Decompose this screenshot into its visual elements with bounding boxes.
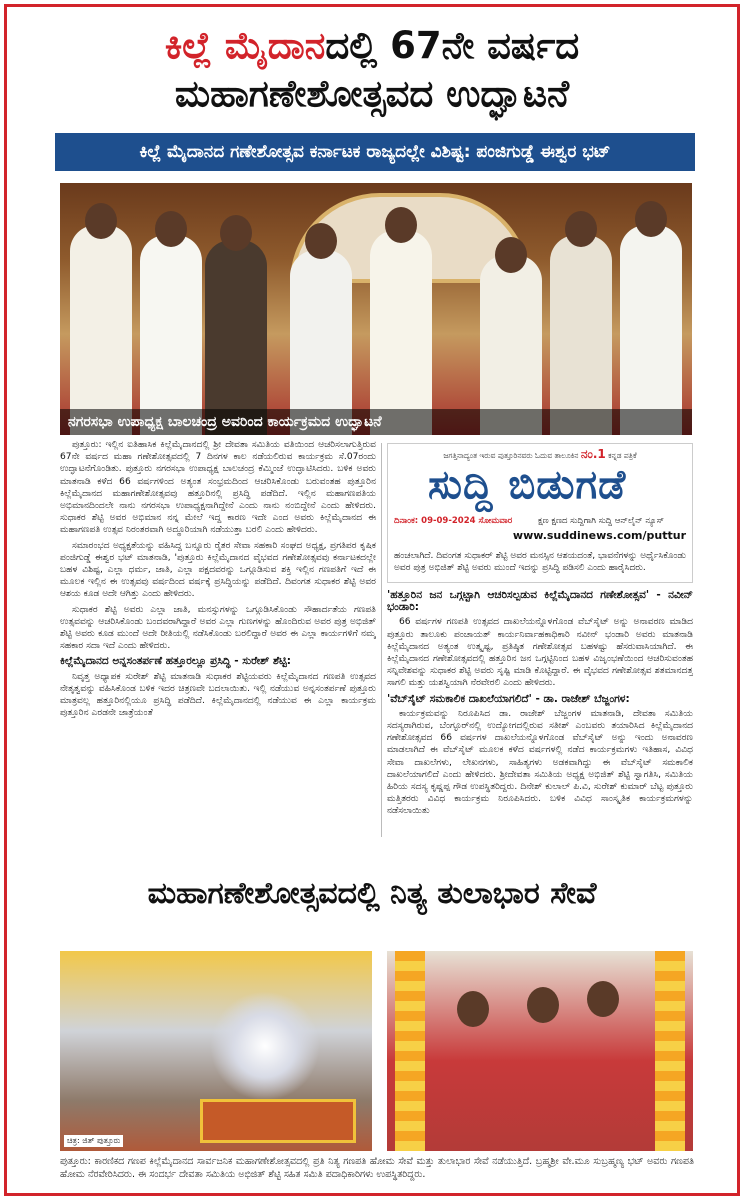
person-head: [527, 987, 559, 1023]
person-head: [155, 211, 187, 247]
masthead-foot-text: ಹಂಚಲಾಗಿದೆ. ದಿವಂಗತ ಸುಧಾಕರ್ ಶೆಟ್ಟಿ ಅವರ ಮನಸ್ಸಿನ ಆಶಯದಂತೆ, ಭಾವನೆಗಳನ್ನು ಅರ್ಥೈಸಿಕೊಂಡು ಅವರ ಪುತ್ರ ಅಭಿಜಿತ್ ಶೆಟ್ಟಿ ಅವರು ಮುಂದೆ ಇದನ್ನು ಪ್ರಸಿದ್ಧಿ ಪಡಿಸಲಿ ಎಂದು ಹಾರೈಸಿದರು.: [394, 551, 686, 573]
tulabhara-photo: [387, 951, 693, 1151]
person-head: [495, 237, 527, 273]
masthead-url: www.suddinews.com/puttur: [512, 529, 686, 542]
article-paragraph: 66 ವರ್ಷಗಳ ಗಣಪತಿ ಉತ್ಸವದ ದಾಖಲೆಯನ್ನೊಳಗೊಂಡ ವೆಬ್‌ಸೈಟ್ ಅನ್ನು ಅನಾವರಣ ಮಾಡಿದ ಪುತ್ತೂರು ತಾಲೂಕು ಪಂಚಾಯತ್ ಕಾರ್ಯನಿರ್ವಾಹಕಾಧಿಕಾರಿ ನವೀನ್ ಭಂಡಾರಿ ಅವರು ಮಾತನಾಡಿ ಕಿಲ್ಲೆಮೈದಾನದ ಅತ್ಯಂತ ಉತ್ಕೃಷ್ಟ, ಪ್ರತಿಷ್ಠಿತ ಗಣೇಶೋತ್ಸವ ಬಹಳಷ್ಟು ಹೆಸರುವಾಸಿಯಾಗಿದೆ. ಈ ಕಿಲ್ಲೆಮೈದಾನದ ಗಣೇಶೋತ್ಸವದಲ್ಲಿ ಹತ್ತೂರಿನ ಜನ ಒಗ್ಗಟ್ಟಿನಿಂದ ಬಹಳ ವಿಜೃಂಭಣೆಯಿಂದ ಆಚರಿಸುವಂತಹ ಸನ್ನಿವೇಶವನ್ನು ಸುಧಾಕರ ಶೆಟ್ಟಿ ಅವರು ಸೃಷ್ಟಿ ಮಾಡಿ ಕೊಟ್ಟಿದ್ದಾರೆ. ಈ ವೈಭವದ ಗಣೇಶೋತ್ಸವ ಶತಮಾನದತ್ತ ಸಾಗಲಿ ಮತ್ತು ಯಶಸ್ವಿಯಾಗಿ ನೆರವೇರಲಿ ಎಂದು ಹೇಳಿದರು.: [387, 617, 693, 689]
article-right-column: [387, 589, 693, 837]
person-head: [635, 201, 667, 237]
flower-garland: [655, 951, 685, 1151]
column-divider: [381, 443, 382, 837]
smoke-cloud: [210, 991, 320, 1101]
homa-kunda: [200, 1099, 356, 1143]
article-subheading: ಕಿಲ್ಲೆಮೈದಾನದ ಅನ್ನಸಂತರ್ಪಣೆ ಹತ್ತೂರಲ್ಲೂ ಪ್ರಸಿದ್ಧಿ - ಸುರೇಶ್ ಶೆಟ್ಟಿ:: [60, 655, 291, 668]
headline-highlight: ಕಿಲ್ಲೆ ಮೈದಾನ: [164, 24, 326, 67]
person-head: [220, 215, 252, 251]
newspaper-page: [4, 4, 740, 1196]
article-paragraph: ನಿವೃತ್ತ ಅಧ್ಯಾಪಕ ಸುರೇಶ್ ಶೆಟ್ಟಿ ಮಾತನಾಡಿ ಸುಧಾಕರ ಶೆಟ್ಟಿಯವರು ಕಿಲ್ಲೆಮೈದಾನದ ಗಣಪತಿ ಉತ್ಸವದ ನೇತೃತ್ವವನ್ನು ವಹಿಸಿಕೊಂಡ ಬಳಿಕ ಇದರ ಚಿತ್ರಣವೇ ಬದಲಾಯಿತು. ಇಲ್ಲಿ ನಡೆಯುವ ಅನ್ನಸಂತರ್ಪಣೆ ಪುತ್ತೂರು ಮಾತ್ರವಲ್ಲ ಹತ್ತೂರಿನಲ್ಲಿಯೂ ಪ್ರಸಿದ್ಧಿ ಪಡೆದಿದೆ. ಕಿಲ್ಲೆಮೈದಾನದಲ್ಲಿ ನಡೆಯುವ ಈ ಎಲ್ಲಾ ಕಾರ್ಯಕ್ರಮ ಪುತ್ತೂರಿನ ಎರಡನೇ ಜಾತ್ರೆಯಂತೆ: [60, 671, 376, 719]
masthead-date: ದಿನಾಂಕ: 09-09-2024 ಸೋಮವಾರ: [394, 516, 513, 526]
masthead-online-tagline: ಕ್ಷಣ ಕ್ಷಣದ ಸುದ್ದಿಗಾಗಿ ಸುದ್ದಿ ಆನ್‌ಲೈನ್ ನ್ಯೂಸ್: [538, 516, 664, 526]
bottom-photo-caption: ಪುತ್ತೂರು: ಕಾರಣಿಕದ ಗಣಪ ಕಿಲ್ಲೆಮೈದಾನದ ಸಾರ್ವಜನಿಕ ಮಹಾಗಣೇಶೋತ್ಸವದಲ್ಲಿ ಪ್ರತಿ ನಿತ್ಯ ಗಣಪತಿ ಹೋಮ ಸೇವೆ ಮತ್ತು ತುಲಾಭಾರ ಸೇವೆ ನಡೆಯುತ್ತಿದೆ. ಬ್ರಹ್ಮಶ್ರೀ ವೇ.ಮೂ ಸುಬ್ರಹ್ಮಣ್ಯ ಭಟ್ ಅವರು ಗಣಪತಿ ಹೋಮ ನೆರವೇರಿಸಿದರು. ಈ ಸಂದರ್ಭ ದೇವತಾ ಸಮಿತಿಯ ಅಭಿಜಿತ್ ಶೆಟ್ಟಿ ಸಹಿತ ಸಮಿತಿ ಪದಾಧಿಕಾರಿಗಳು ಉಪಸ್ಥಿತರಿದ್ದರು.: [60, 1156, 694, 1180]
person-figure: [70, 225, 132, 435]
photo-caption: ನಗರಸಭಾ ಉಪಾಧ್ಯಕ್ಷ ಬಾಲಚಂದ್ರ ಅವರಿಂದ ಕಾರ್ಯಕ್ರಮದ ಉದ್ಘಾಟನೆ: [60, 409, 692, 435]
masthead-box: [387, 443, 693, 583]
article-subheading: 'ವೆಬ್‌ಸೈಟ್ ಸಮಕಾಲಿಕ ದಾಖಲೆಯಾಗಲಿದೆ' - ಡಾ. ರಾಜೇಶ್ ಬೆಜ್ಜಂಗಳ:: [387, 692, 630, 705]
masthead-top-text2: ಕನ್ನಡ ಪತ್ರಿಕೆ: [608, 451, 637, 460]
masthead-top-text: ಜಗತ್ತಿನಾದ್ಯಂತ ಇರುವ ಪುತ್ತೂರಿನವರು ಓದುವ ತಾಲೂಕಿನ: [443, 451, 579, 460]
person-head: [305, 223, 337, 259]
person-head: [85, 203, 117, 239]
article-paragraph: ಕಾರ್ಯಕ್ರಮವನ್ನು ನಿರೂಪಿಸಿದ ಡಾ. ರಾಜೇಶ್ ಬೆಜ್ಜಂಗಳ ಮಾತನಾಡಿ, ದೇವತಾ ಸಮಿತಿಯ ಸದಸ್ಯರಾಗಿರುವ, ಬೆಂಗ್ಳೂರ್‌ನಲ್ಲಿ ಉದ್ಯೋಗದಲ್ಲಿರುವ ಸತೀಶ್ ಎಂಬವರು ತಯಾರಿಸಿದ ಕಿಲ್ಲೆಮೈದಾನದ ಗಣೇಶೋತ್ಸವದ 66 ವರ್ಷಗಳ ದಾಖಲೆಯನ್ನೊಳಗೊಂಡ ವೆಬ್‌ಸೈಟ್ ಅನ್ನು ಇಂದು ಅನಾವರಣ ಮಾಡಲಾಗಿದೆ ಈ ವೆಬ್‌ಸೈಟ್ ಮೂಲಕ ಕಳೆದ ವರ್ಷಗಳಲ್ಲಿ ನಡೆದ ಕಾರ್ಯಕ್ರಮಗಳು ಇತಿಹಾಸ, ವಿವಿಧ ಸೇವಾ ದಾಖಲೆಗಳು, ಲೇಖನಗಳು, ಸಾಹಿತ್ಯಗಳು ಅಡಕವಾಗಿದ್ದು ಈ ವೆಬ್‌ಸೈಟ್ ಸಮಕಾಲಿಕ ದಾಖಲೆಯಾಗಲಿದೆ ಎಂದು ಹೇಳಿದರು. ಶ್ರೀದೇವತಾ ಸಮಿತಿಯ ಅಧ್ಯಕ್ಷ ಅಭಿಜಿತ್ ಶೆಟ್ಟಿ ಸ್ವಾಗತಿಸಿ, ಸಮಿತಿಯ ಹಿರಿಯ ಸದಸ್ಯ ಕೃಷ್ಣಪ್ಪ ಗೌಡ ಉಪಸ್ಥಿತರಿದ್ದರು. ದಿನೇಶ್ ಕುಲಾಲ್ ಪಿ.ವಿ, ಸುರೇಶ್ ಕುಮಾರ್ ಬೆಟ್ಟ ಪುತ್ತೂರು ಮತ್ತಿತರರು ವಿವಿಧ ಕಾರ್ಯಕ್ರಮ ನಿರೂಪಿಸಿದರು. ಬಳಿಕ ವಿವಿಧ ಸಾಂಸ್ಕೃತಿಕ ಕಾರ್ಯಕ್ರಮಗಳನ್ನು ನಡೆಸಲಾಯಿತು: [387, 708, 693, 817]
article-paragraph: ಸಮಾರಂಭದ ಅಧ್ಯಕ್ಷತೆಯನ್ನು ವಹಿಸಿದ್ದ ಬನ್ನೂರು ರೈತರ ಸೇವಾ ಸಹಕಾರಿ ಸಂಘದ ಅಧ್ಯಕ್ಷ, ಪ್ರಗತಿಪರ ಕೃಷಿಕ ಪಂಜಿಗುಡ್ಡೆ ಈಶ್ವರ ಭಟ್ ಮಾತನಾಡಿ, 'ಪುತ್ತೂರು ಕಿಲ್ಲೆಮೈದಾನದ ವೈಭವದ ಗಣೇಶೋತ್ಸವವು ಕರ್ನಾಟಕದಲ್ಲೇ ಬಹಳ ವಿಶಿಷ್ಟ, ಎಲ್ಲಾ ಧರ್ಮ, ಜಾತಿ, ಎಲ್ಲಾ ಪಕ್ಷದವರನ್ನು ಒಗ್ಗೂಡಿಸುವ ಶಕ್ತಿ ಇಲ್ಲಿನ ಗಣಪತಿಗೆ ಇದೆ ಈ ಮೂಲಕ ಇಲ್ಲಿನ ಈ ಉತ್ಸವವು ವರ್ಷದಿಂದ ವರ್ಷಕ್ಕೆ ಪ್ರಸಿದ್ಧಿಯನ್ನು ಪಡೆದಿದೆ. ದಿವಂಗತ ಸುಧಾಕರ ಶೆಟ್ಟಿ ಅವರ ಆಶಯ ಕೂಡ ಅದೇ ಆಗಿತ್ತು ಎಂದು ಹೇಳಿದರು.: [60, 540, 376, 600]
person-figure: [550, 235, 612, 435]
person-figure: [205, 240, 267, 435]
person-head: [457, 991, 489, 1027]
masthead-no1: ನಂ.1: [580, 447, 606, 461]
person-figure: [370, 230, 432, 435]
person-head: [587, 981, 619, 1017]
article-paragraph: ಪುತ್ತೂರು: ಇಲ್ಲಿನ ಐತಿಹಾಸಿಕ ಕಿಲ್ಲೆಮೈದಾನದಲ್ಲಿ ಶ್ರೀ ದೇವತಾ ಸಮಿತಿಯ ವತಿಯಿಂದ ಆಚರಿಸಲಾಗುತ್ತಿರುವ 67ನೇ ವರ್ಷದ ಮಹಾ ಗಣೇಶೋತ್ಸವದಲ್ಲಿ 7 ದಿನಗಳ ಕಾಲ ನಡೆಯಲಿರುವ ಕಾರ್ಯಕ್ರಮ ಸೆ.07ರಂದು ಉದ್ಘಾಟನೆಗೊಂಡಿತು. ಪುತ್ತೂರು ನಗರಸಭಾ ಉಪಾಧ್ಯಕ್ಷ ಬಾಲಚಂದ್ರ ಕೆಮ್ಮಿಂಜೆ ಉದ್ಘಾಟಿಸಿದರು. ಬಳಿಕ ಅವರು ಮಾತನಾಡಿ ಕಳೆದ 66 ವರ್ಷಗಳಿಂದ ಅತ್ಯಂತ ಸಂಭ್ರಮದಿಂದ ಆಚರಿಸಿಕೊಂಡು ಬರುವಂತಹ ಪುತ್ತೂರಿನ ಕಿಲ್ಲೆಮೈದಾನದ ಮಹಾಗಣೇಶೋತ್ಸವವು ಹತ್ತೂರಿನಲ್ಲಿ ಪ್ರಸಿದ್ಧಿ ಪಡೆದಿದೆ. ಇಲ್ಲಿನ ಮಹಾಗಣಪತಿಯ ಅಭಿಮಾನದಿಂದಲೇ ನಾನು ನಗರಸಭಾ ಉಪಾಧ್ಯಕ್ಷನಾಗಿದ್ದೇನೆ ಎಂದು ನಾನು ನಂಬಿದ್ದೇನೆ ಎಂದು ಹೇಳಿದರು. ಸುಧಾಕರ ಶೆಟ್ಟಿ ಅವರ ಅಭಿಮಾನ ನನ್ನ ಮೇಲೆ ಇದ್ದ ಕಾರಣ ಇದೇ ಎಂದ ಅವರು ಕಿಲ್ಲೆಮೈದಾನದ ಈ ಮಹಾಗಣಪತಿ ಉತ್ಸವ ನಿರಂತರವಾಗಿ ಅದ್ಧೂರಿಯಾಗಿ ನಡೆಯುತ್ತಾ ಬರಲಿ ಎಂದು ಹೇಳಿದರು.: [60, 440, 376, 536]
photo-credit: ಚಿತ್ರ: ಜಿತ್ ಪುತ್ತೂರು: [64, 1135, 123, 1147]
person-head: [565, 211, 597, 247]
second-headline: ಮಹಾಗಣೇಶೋತ್ಸವದಲ್ಲಿ ನಿತ್ಯ ತುಲಾಭಾರ ಸೇವೆ: [147, 876, 597, 911]
person-figure: [140, 235, 202, 435]
masthead-tagline-top: [388, 444, 692, 462]
person-figure: [480, 255, 542, 435]
flower-garland: [395, 951, 425, 1151]
person-figure: [620, 225, 682, 435]
masthead-title: ಸುದ್ದಿ ಬಿಡುಗಡೆ: [428, 462, 627, 508]
article-subheading: 'ಹತ್ತೂರಿನ ಜನ ಒಗ್ಗಟ್ಟಾಗಿ ಆಚರಿಸಲ್ಪಡುವ ಕಿಲ್ಲೆಮೈದಾನದ ಗಣೇಶೋತ್ಸವ' - ನವೀನ್ ಭಂಡಾರಿ:: [387, 589, 693, 614]
article-left-column: [60, 439, 376, 837]
main-headline-line1: [7, 24, 737, 67]
article-paragraph: ಸುಧಾಕರ ಶೆಟ್ಟಿ ಅವರು ಎಲ್ಲಾ ಜಾತಿ, ಮನಸ್ಸುಗಳನ್ನು ಒಗ್ಗೂಡಿಸಿಕೊಂಡು ಸೌಹಾರ್ದತೆಯ ಗಣಪತಿ ಉತ್ಸವವನ್ನು ಆಚರಿಸಿಕೊಂಡು ಬಂದವರಾಗಿದ್ದಾರೆ ಅವರ ಎಲ್ಲಾ ಗುಣಗಳನ್ನು ಹೊಂದಿರುವ ಅವರ ಪುತ್ರ ಅಭಿಜಿತ್ ಶೆಟ್ಟಿ ಅವರು ಕೂಡ ಮುಂದೆ ಅದೇ ರೀತಿಯಲ್ಲಿ ನಡೆಸಿಕೊಂಡು ಬರಲಿದ್ದಾರೆ ಅವರ ಈ ಎಲ್ಲಾ ಕಾರ್ಯಗಳಿಗೆ ನಮ್ಮ ಸಹಕಾರ ಸದಾ ಇದೆ ಎಂದು ಹೇಳಿದರು.: [60, 604, 376, 652]
inauguration-photo: [60, 183, 692, 435]
subheadline-banner: ಕಿಲ್ಲೆ ಮೈದಾನದ ಗಣೇಶೋತ್ಸವ ಕರ್ನಾಟಕ ರಾಜ್ಯದಲ್ಲೇ ವಿಶಿಷ್ಟ: ಪಂಜಿಗುಡ್ಡೆ ಈಶ್ವರ ಭಟ್: [55, 133, 695, 171]
headline-rest: ದಲ್ಲಿ 67ನೇ ವರ್ಷದ: [325, 24, 580, 67]
havan-photo: [60, 951, 372, 1151]
person-head: [385, 207, 417, 243]
person-figure: [290, 250, 352, 435]
main-headline-line2: ಮಹಾಗಣೇಶೋತ್ಸವದ ಉದ್ಘಾಟನೆ: [174, 72, 570, 115]
